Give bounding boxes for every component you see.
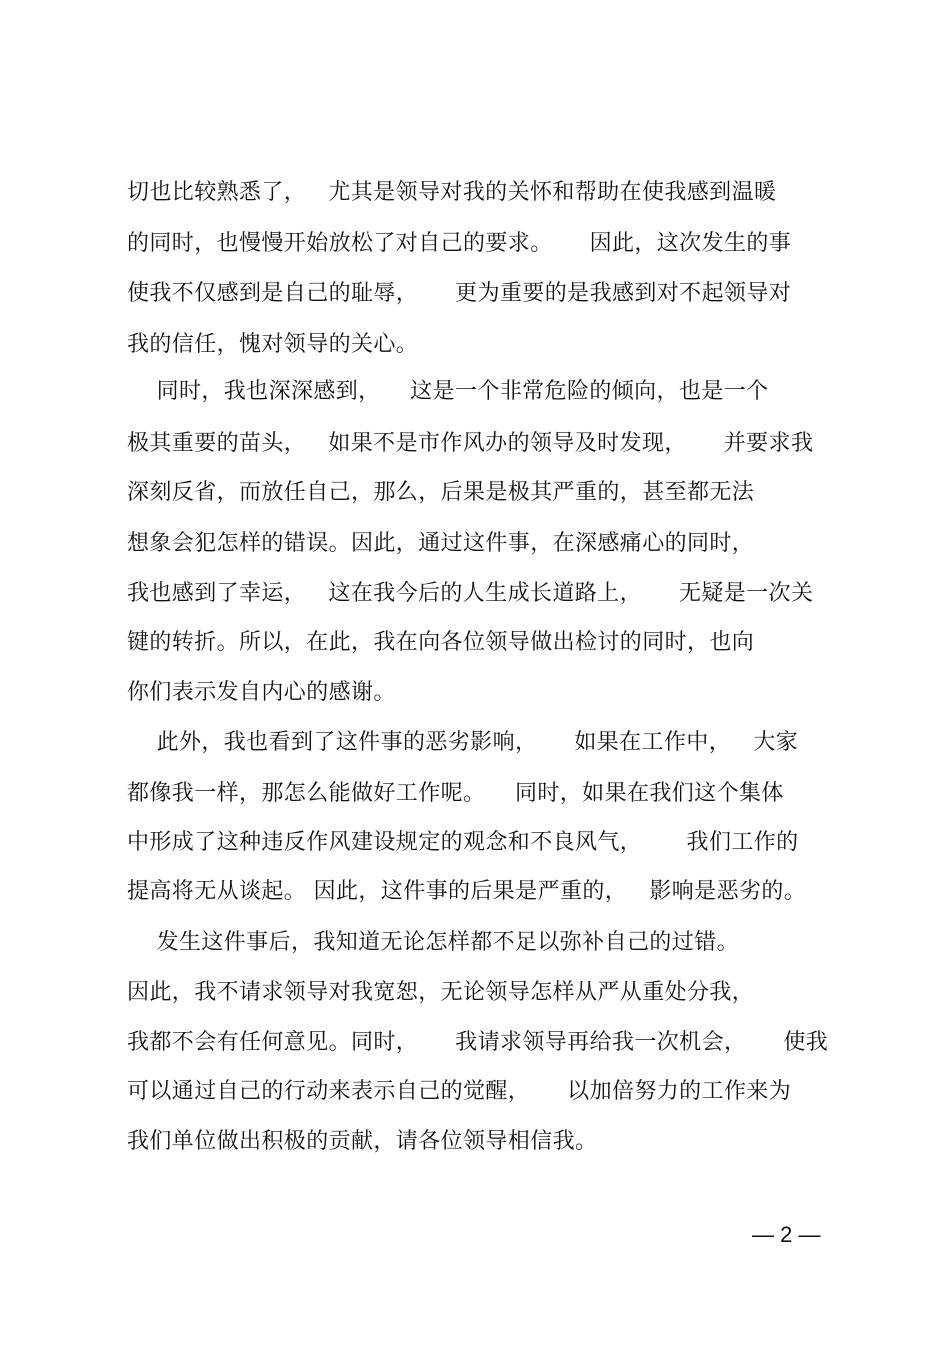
text-line: 的同时，也慢慢开始放松了对自己的要求。 因此，这次发生的事 (127, 231, 792, 256)
text-line: 我也感到了幸运， 这在我今后的人生成长道路上， 无疑是一次关 (127, 581, 814, 606)
text-line: 极其重要的苗头， 如果不是市作风办的领导及时发现， 并要求我 (127, 431, 814, 456)
text-line: 深刻反省，而放任自己，那么，后果是极其严重的，甚至都无法 (127, 480, 755, 505)
text-line: 键的转折。所以，在此，我在向各位领导做出检讨的同时，也向 (127, 630, 755, 655)
text-line: 想象会犯怎样的错误。因此，通过这件事，在深感痛心的同时， (127, 531, 755, 556)
text-line: 发生这件事后，我知道无论怎样都不足以弥补自己的过错。 (127, 930, 739, 955)
text-line: 因此，我不请求领导对我宽恕，无论领导怎样从严从重处分我， (127, 980, 755, 1005)
page-number: — 2 — (752, 1222, 821, 1247)
text-line: 使我不仅感到是自己的耻辱， 更为重要的是我感到对不起领导对 (127, 281, 792, 306)
text-line: 切也比较熟悉了， 尤其是领导对我的关怀和帮助在使我感到温暖 (127, 180, 777, 205)
text-line: 同时，我也深深感到， 这是一个非常危险的倾向，也是一个 (127, 379, 769, 404)
text-line: 我的信任，愧对领导的关心。 (127, 332, 419, 357)
text-line: 可以通过自己的行动来表示自己的觉醒， 以加倍努力的工作来为 (127, 1079, 792, 1104)
text-line: 我都不会有任何意见。同时， 我请求领导再给我一次机会， 使我 (127, 1030, 829, 1055)
text-line: 都像我一样，那怎么能做好工作呢。 同时，如果在我们这个集体 (127, 781, 784, 806)
text-line: 我们单位做出积极的贡献，请各位领导相信我。 (127, 1129, 598, 1154)
text-line: 此外，我也看到了这件事的恶劣影响， 如果在工作中， 大家 (127, 730, 799, 755)
text-line: 你们表示发自内心的感谢。 (127, 680, 396, 705)
text-line: 提高将无从谈起。 因此，这件事的后果是严重的， 影响是恶劣的。 (127, 879, 807, 904)
text-line: 中形成了这种违反作风建设规定的观念和不良风气， 我们工作的 (127, 830, 799, 855)
